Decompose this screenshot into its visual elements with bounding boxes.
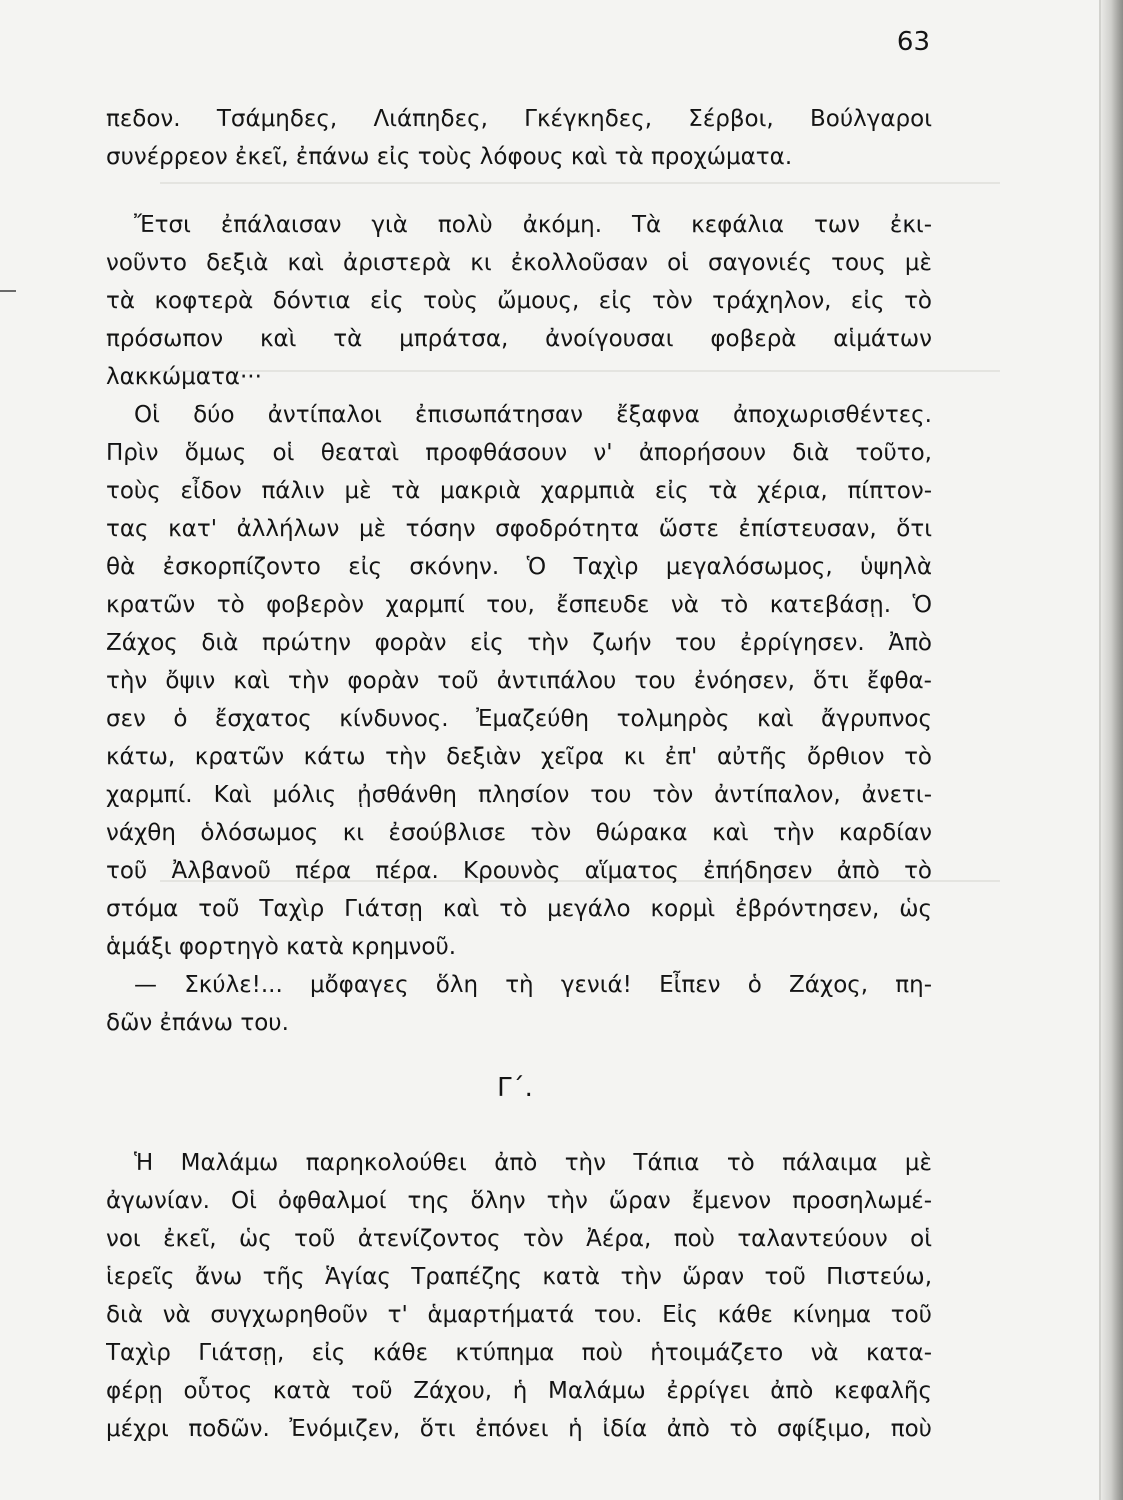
text-line: νοῦντο δεξιὰ καὶ ἀριστερὰ κι ἐκολλοῦσαν οἱ σαγονιές τους μὲ	[106, 250, 932, 276]
text-line: λακκώματα···	[106, 364, 262, 390]
text-line: κρατῶν τὸ φοβερὸν χαρμπί του, ἔσπευδε νὰ τὸ κατεβάσῃ. Ὁ	[106, 592, 932, 618]
text-line: τοὺς εἶδον πάλιν μὲ τὰ μακριὰ χαρμπιὰ εἰς τὰ χέρια, πίπτον-	[106, 478, 932, 504]
text-line: πρόσωπον καὶ τὰ μπράτσα, ἀνοίγουσαι φοβερὰ αἱμάτων	[106, 326, 932, 352]
text-line: Ἔτσι ἐπάλαισαν γιὰ πολὺ ἀκόμη. Τὰ κεφάλια των ἐκι-	[134, 212, 932, 238]
section-heading: Γ΄.	[497, 1073, 533, 1103]
text-line: Ἡ Μαλάμω παρηκολούθει ἀπὸ τὴν Τάπια τὸ πάλαιμα μὲ	[134, 1150, 932, 1176]
text-line: ἀγωνίαν. Οἱ ὀφθαλμοί της ὅλην τὴν ὥραν ἔμενον προσηλωμέ-	[106, 1188, 932, 1214]
text-line: Οἱ δύο ἀντίπαλοι ἐπισωπάτησαν ἔξαφνα ἀποχωρισθέντες.	[134, 402, 932, 428]
text-line: πεδον. Τσάμηδες, Λιάπηδες, Γκέγκηδες, Σέρβοι, Βούλγαροι	[106, 106, 932, 132]
text-line: δῶν ἐπάνω του.	[106, 1010, 289, 1036]
text-line: Πρὶν ὅμως οἱ θεαταὶ προφθάσουν ν' ἀπορήσουν διὰ τοῦτο,	[106, 440, 932, 466]
text-line: φέρῃ οὗτος κατὰ τοῦ Ζάχου, ἡ Μαλάμω ἐρρίγει ἀπὸ κεφαλῆς	[106, 1378, 932, 1404]
text-line: τὰ κοφτερὰ δόντια εἰς τοὺς ὤμους, εἰς τὸν τράχηλον, εἰς τὸ	[106, 288, 932, 314]
paragraph-gap	[106, 176, 932, 206]
text-line: κάτω, κρατῶν κάτω τὴν δεξιὰν χεῖρα κι ἐπ' αὐτῆς ὄρθιον τὸ	[106, 744, 932, 770]
text-line: χαρμπί. Καὶ μόλις ᾐσθάνθη πλησίον του τὸν ἀντίπαλον, ἀνετι-	[106, 782, 932, 808]
text-line: συνέρρεον ἐκεῖ, ἐπάνω εἰς τοὺς λόφους καὶ τὰ προχώματα.	[106, 144, 793, 170]
text-line: θὰ ἐσκορπίζοντο εἰς σκόνην. Ὁ Ταχὶρ μεγαλόσωμος, ὑψηλὰ	[106, 554, 932, 580]
page-edge-shadow	[1101, 0, 1123, 1500]
margin-mark	[0, 290, 16, 292]
section-gap	[106, 1042, 932, 1068]
text-line: μέχρι ποδῶν. Ἐνόμιζεν, ὅτι ἐπόνει ἡ ἰδία ἀπὸ τὸ σφίξιμο, ποὺ	[106, 1416, 932, 1442]
section-gap	[106, 1108, 932, 1144]
text-line: τοῦ Ἀλβανοῦ πέρα πέρα. Κρουνὸς αἵματος ἐπήδησεν ἀπὸ τὸ	[106, 858, 932, 884]
text-line: Ζάχος διὰ πρώτην φορὰν εἰς τὴν ζωήν του ἐρρίγησεν. Ἀπὸ	[106, 630, 932, 656]
text-line: νοι ἐκεῖ, ὡς τοῦ ἀτενίζοντος τὸν Ἀέρα, ποὺ ταλαντεύουν οἱ	[106, 1226, 932, 1252]
text-line: στόμα τοῦ Ταχὶρ Γιάτσῃ καὶ τὸ μεγάλο κορμὶ ἐβρόντησεν, ὡς	[106, 896, 932, 922]
text-line: διὰ νὰ συγχωρηθοῦν τ' ἁμαρτήματά του. Εἰς κάθε κίνημα τοῦ	[106, 1302, 932, 1328]
page-number: 63	[896, 27, 930, 57]
text-line: Ταχὶρ Γιάτσῃ, εἰς κάθε κτύπημα ποὺ ἡτοιμάζετο νὰ κατα-	[106, 1340, 932, 1366]
text-line: τὴν ὄψιν καὶ τὴν φορὰν τοῦ ἀντιπάλου του ἐνόησεν, ὅτι ἔφθα-	[106, 668, 932, 694]
text-line: ἱερεῖς ἄνω τῆς Ἁγίας Τραπέζης κατὰ τὴν ὥραν τοῦ Πιστεύω,	[106, 1264, 932, 1290]
text-line: νάχθη ὁλόσωμος κι ἐσούβλισε τὸν θώρακα καὶ τὴν καρδίαν	[106, 820, 932, 846]
book-page-text	[106, 100, 932, 1448]
text-line: σεν ὁ ἔσχατος κίνδυνος. Ἐμαζεύθη τολμηρὸς καὶ ἄγρυπνος	[106, 706, 932, 732]
text-line: — Σκύλε!... μὄφαγες ὅλη τὴ γενιά! Εἶπεν ὁ Ζάχος, πη-	[134, 972, 932, 998]
text-line: ἁμάξι φορτηγὸ κατὰ κρημνοῦ.	[106, 934, 457, 960]
text-line: τας κατ' ἀλλήλων μὲ τόσην σφοδρότητα ὥστε ἐπίστευσαν, ὅτι	[106, 516, 932, 542]
